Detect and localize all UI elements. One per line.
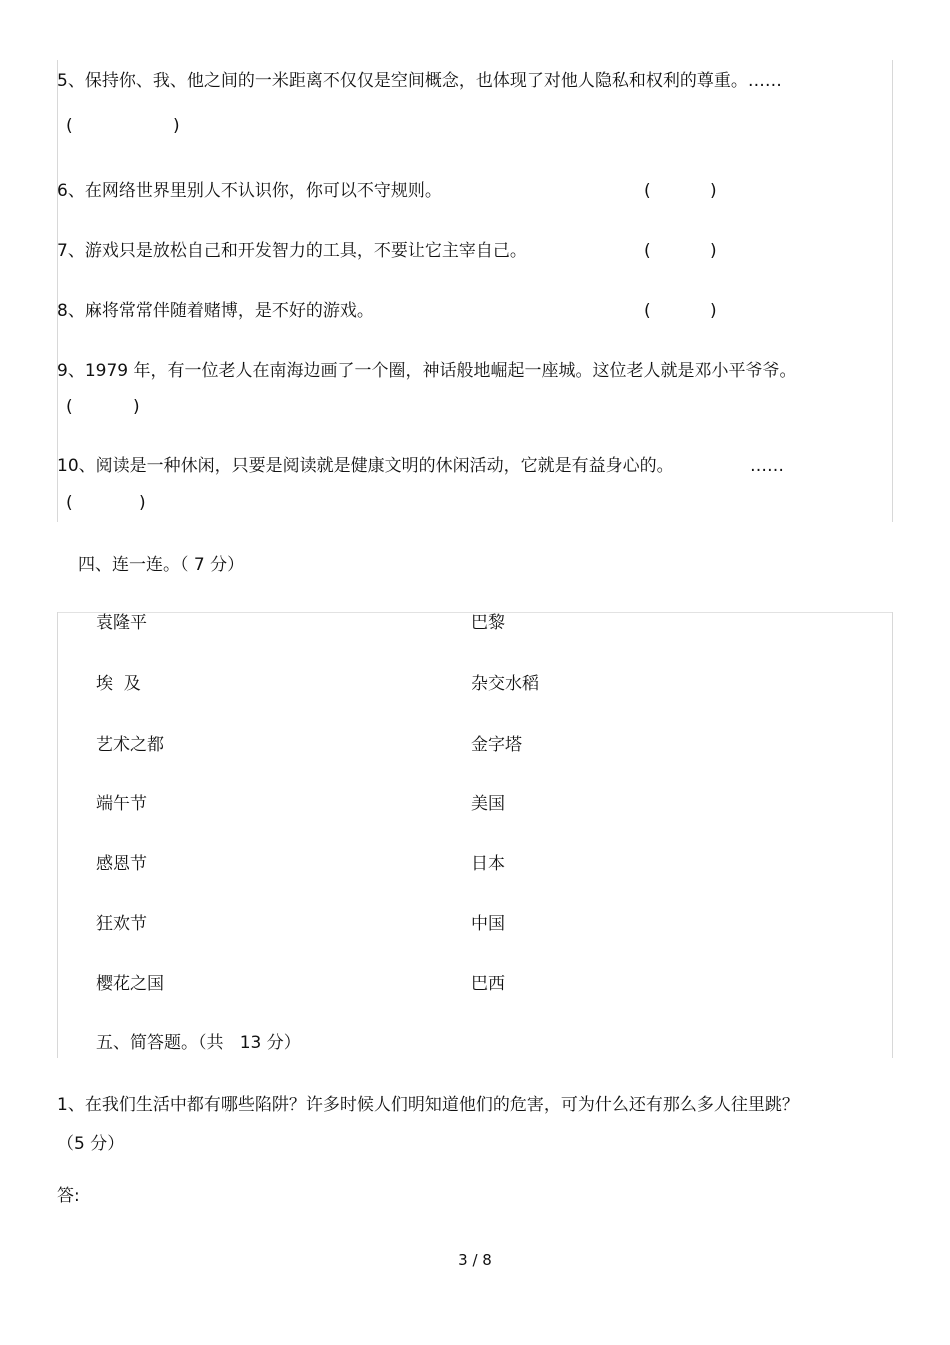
match-right-item: 中国	[471, 914, 505, 934]
match-right-item: 金字塔	[471, 735, 522, 755]
match-left-item: 端午节	[96, 794, 147, 814]
question-5-answer-open: (	[66, 116, 73, 136]
question-9-answer-open: (	[66, 397, 73, 417]
table-border-right-match	[892, 612, 893, 1058]
short-answer-question-1: 1、在我们生活中都有哪些陷阱？许多时候人们明知道他们的危害，可为什么还有那么多人往里跳？	[57, 1095, 799, 1115]
table-border-left-top	[57, 60, 58, 522]
table-border-left-match	[57, 612, 58, 1058]
question-10-text: 10、阅读是一种休闲，只要是阅读就是健康文明的休闲活动，它就是有益身心的。	[57, 456, 674, 476]
question-9-text: 9、1979 年，有一位老人在南海边画了一个圈，神话般地崛起一座城。这位老人就是邓小平爷爷。	[57, 361, 797, 381]
table-border-right-top	[892, 60, 893, 522]
match-right-item: 日本	[471, 854, 505, 874]
question-10-answer-open: (	[66, 493, 73, 513]
question-7-text: 7、游戏只是放松自己和开发智力的工具，不要让它主宰自己。	[57, 241, 527, 261]
question-10-answer-close: )	[139, 493, 146, 513]
question-8-answer-open: (	[644, 301, 651, 321]
question-8-text: 8、麻将常常伴随着赌博，是不好的游戏。	[57, 301, 374, 321]
match-left-item: 埃 及	[96, 674, 141, 694]
match-right-item: 杂交水稻	[471, 674, 539, 694]
question-10-dots: ……	[750, 456, 784, 476]
answer-label: 答:	[57, 1186, 80, 1206]
match-left-item: 狂欢节	[96, 914, 147, 934]
match-left-item: 感恩节	[96, 854, 147, 874]
question-7-answer-open: (	[644, 241, 651, 261]
question-7-answer-close: )	[710, 241, 717, 261]
question-5-answer-close: )	[173, 116, 180, 136]
question-5-text: 5、保持你、我、他之间的一米距离不仅仅是空间概念，也体现了对他人隐私和权利的尊重。……	[57, 71, 782, 91]
short-answer-question-1-score: （5 分）	[57, 1134, 125, 1154]
match-left-item: 樱花之国	[96, 974, 164, 994]
match-right-item: 美国	[471, 794, 505, 814]
question-8-answer-close: )	[710, 301, 717, 321]
match-left-item: 艺术之都	[96, 735, 164, 755]
match-right-item: 巴西	[471, 974, 505, 994]
match-left-item: 袁隆平	[96, 613, 147, 633]
question-6-answer-open: (	[644, 181, 651, 201]
question-9-answer-close: )	[133, 397, 140, 417]
match-right-item: 巴黎	[471, 613, 505, 633]
page-number: 3 / 8	[458, 1251, 492, 1269]
section-5-title: 五、简答题。（共 13 分）	[96, 1033, 301, 1053]
section-4-title: 四、连一连。（ 7 分）	[78, 555, 245, 575]
question-6-text: 6、在网络世界里别人不认识你，你可以不守规则。	[57, 181, 442, 201]
question-6-answer-close: )	[710, 181, 717, 201]
